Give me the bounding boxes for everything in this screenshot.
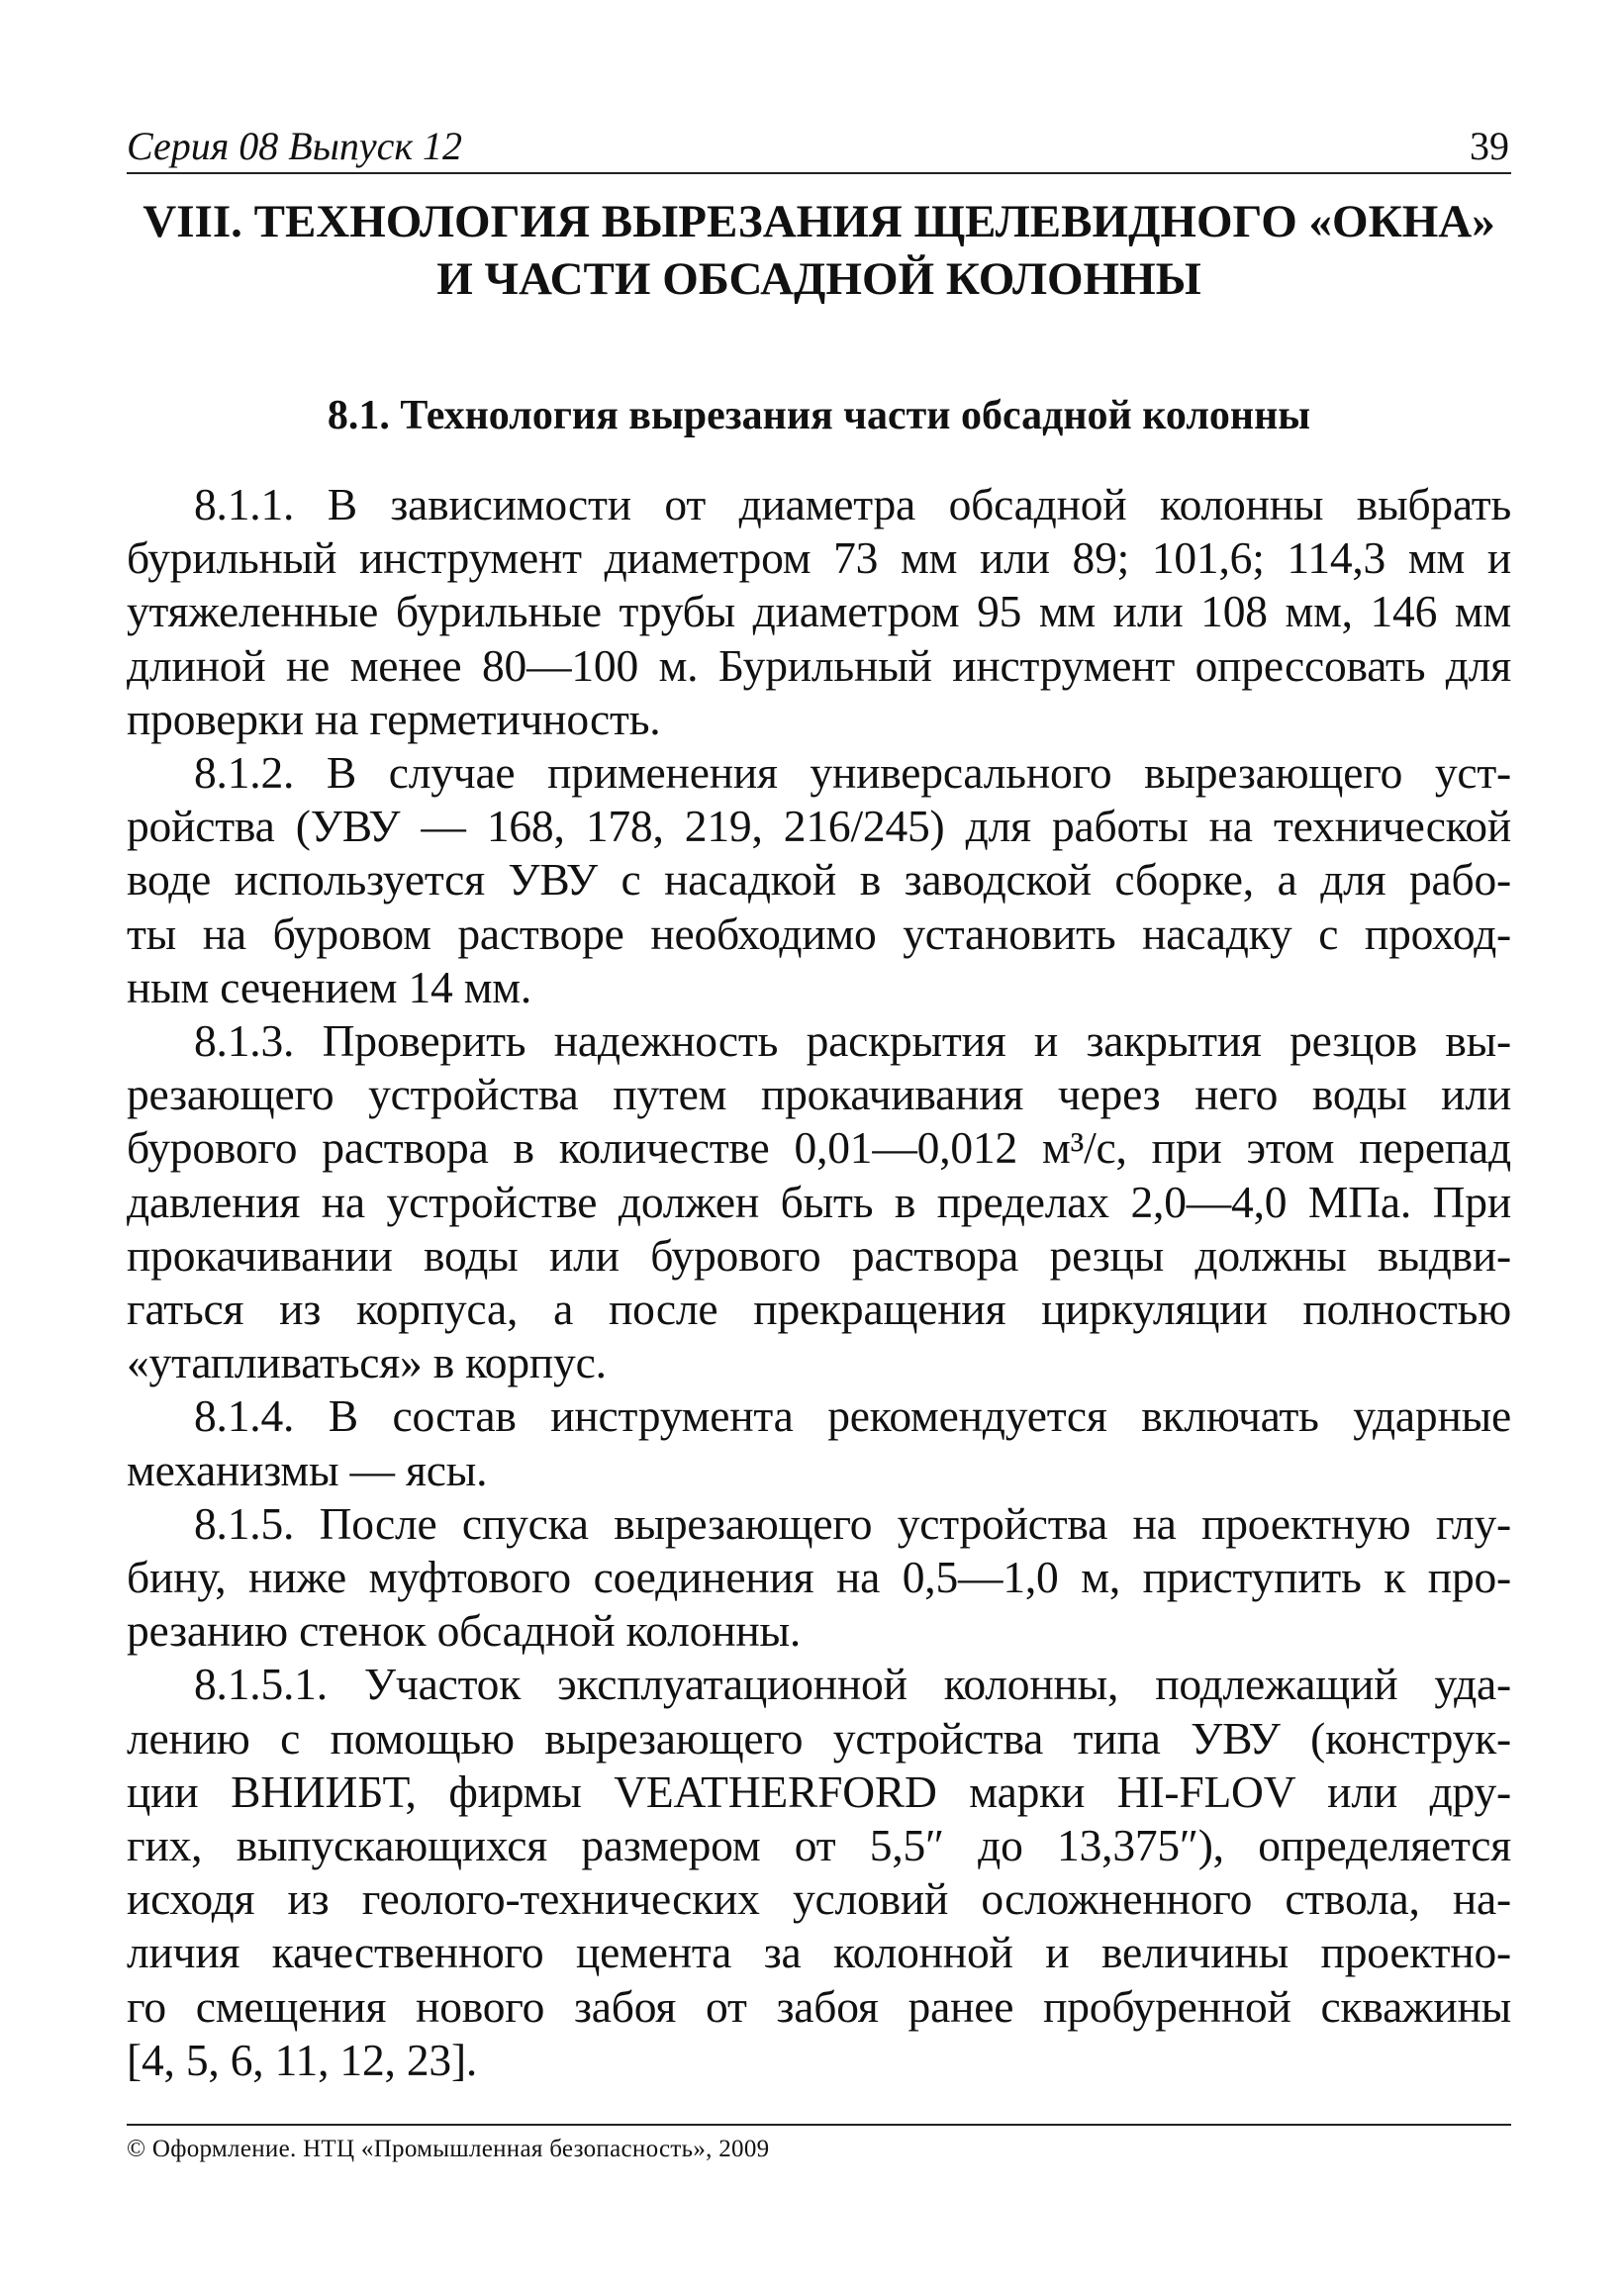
paragraph-8-1-2 xyxy=(127,746,1511,1014)
text-line: гаться из корпуса, а после прекращения циркуляции полностью xyxy=(127,1284,1511,1335)
text-line: длиной не менее 80—100 м. Бурильный инструмент опрессовать для xyxy=(127,639,1511,691)
text-line: механизмы — ясы. xyxy=(127,1444,488,1495)
copyright-notice: © Оформление. НТЦ «Промышленная безопасность», 2009 xyxy=(127,2136,770,2162)
text-line: 8.1.5.1. Участок эксплуатационной колонны, подлежащий уда- xyxy=(194,1659,1511,1710)
text-line: 8.1.4. В состав инструмента рекомендуется включать ударные xyxy=(194,1390,1511,1442)
series-label: Серия 08 Выпуск 12 xyxy=(127,124,463,168)
paragraph-8-1-1 xyxy=(127,478,1511,746)
text-line: прокачивании воды или бурового раствора резцы должны выдви- xyxy=(127,1229,1511,1281)
footer-divider xyxy=(127,2124,1511,2126)
text-line: го смещения нового забоя от забоя ранее пробуренной скважины xyxy=(127,1980,1511,2032)
text-line: [4, 5, 6, 11, 12, 23]. xyxy=(127,2034,478,2085)
chapter-title-line-1: VIII. ТЕХНОЛОГИЯ ВЫРЕЗАНИЯ ЩЕЛЕВИДНОГО «ОКНА» xyxy=(143,196,1495,247)
text-line: ты на буровом растворе необходимо установить насадку с проход- xyxy=(127,907,1511,959)
text-line: исходя из геолого-технических условий осложненного ствола, на- xyxy=(127,1873,1511,1925)
section-title: 8.1. Технология вырезания части обсадной колонны xyxy=(327,393,1311,438)
text-line: бину, ниже муфтового соединения на 0,5—1,0 м, приступить к про- xyxy=(127,1552,1511,1603)
text-line: бурового раствора в количестве 0,01—0,012 м³/с, при этом перепад xyxy=(127,1122,1511,1174)
page-number: 39 xyxy=(1470,124,1509,168)
text-line: 8.1.3. Проверить надежность раскрытия и закрытия резцов вы- xyxy=(194,1015,1511,1067)
text-line: воде используется УВУ с насадкой в заводской сборке, а для рабо- xyxy=(127,854,1511,906)
running-header xyxy=(127,121,1511,174)
text-line: 8.1.1. В зависимости от диаметра обсадной колонны выбрать xyxy=(194,479,1511,529)
paragraph-8-1-4 xyxy=(127,1389,1511,1496)
chapter-title-line-2: И ЧАСТИ ОБСАДНОЙ КОЛОННЫ xyxy=(436,253,1201,305)
text-line: 8.1.2. В случае применения универсального вырезающего уст- xyxy=(194,747,1511,799)
text-line: личия качественного цемента за колонной и величины проектно- xyxy=(127,1927,1511,1978)
text-line: давления на устройстве должен быть в пределах 2,0—4,0 МПа. При xyxy=(127,1176,1511,1227)
body-text xyxy=(127,478,1511,2087)
chapter-title xyxy=(127,193,1511,308)
text-line: проверки на герметичность. xyxy=(127,693,661,744)
text-line: гих, выпускающихся размером от 5,5″ до 13,375″), определяется xyxy=(127,1820,1511,1871)
text-line: бурильный инструмент диаметром 73 мм или 89; 101,6; 114,3 мм и xyxy=(127,532,1511,584)
text-line: «утапливаться» в корпус. xyxy=(127,1337,607,1388)
text-line: 8.1.5. После спуска вырезающего устройства на проектную глу- xyxy=(194,1497,1511,1549)
text-line: ройства (УВУ — 168, 178, 219, 216/245) для работы на технической xyxy=(127,801,1511,852)
text-line: лению с помощью вырезающего устройства типа УВУ (конструк- xyxy=(127,1712,1511,1764)
paragraph-8-1-5 xyxy=(127,1497,1511,1659)
text-line: утяжеленные бурильные трубы диаметром 95 мм или 108 мм, 146 мм xyxy=(127,586,1511,637)
paragraph-8-1-3 xyxy=(127,1014,1511,1389)
text-line: ции ВНИИБТ, фирмы VEATHERFORD марки HI-FLOV или дру- xyxy=(127,1765,1511,1817)
text-line: резающего устройства путем прокачивания через него воды или xyxy=(127,1069,1511,1120)
paragraph-8-1-5-1 xyxy=(127,1658,1511,2087)
text-line: резанию стенок обсадной колонны. xyxy=(127,1605,802,1657)
text-line: ным сечением 14 мм. xyxy=(127,961,532,1012)
